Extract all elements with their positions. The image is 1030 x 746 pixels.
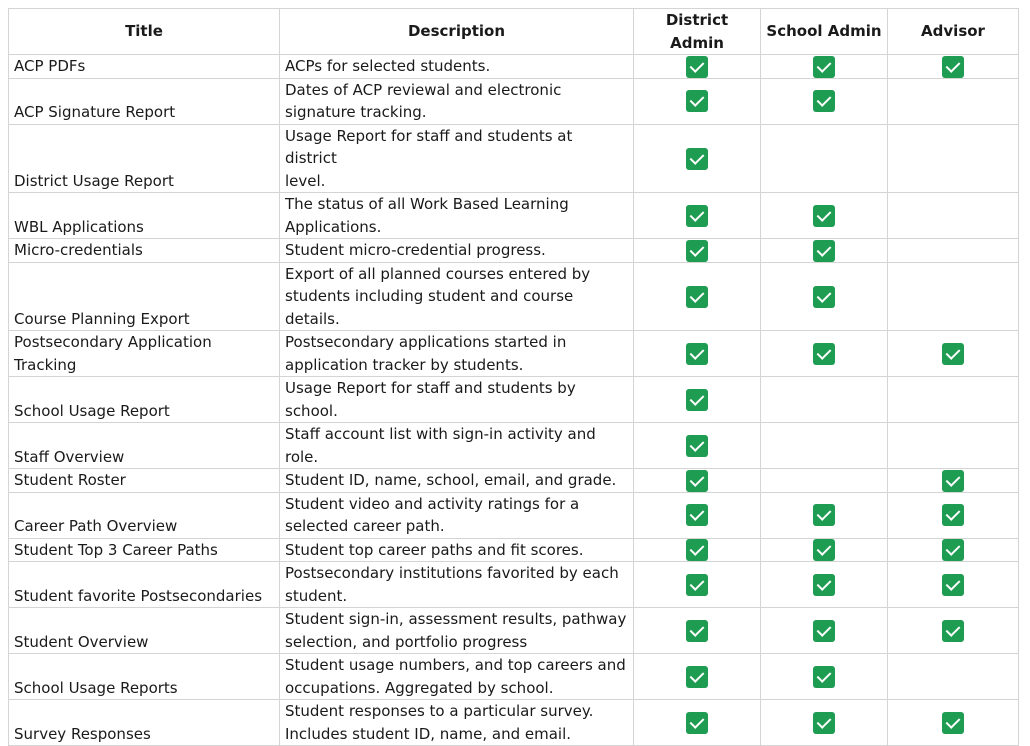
table-row <box>9 562 1019 608</box>
checkbox-checked-icon <box>686 148 708 170</box>
description-line-1: Student responses to a particular survey. <box>285 702 594 720</box>
description-line-2: occupations. Aggregated by school. <box>285 678 554 697</box>
checkbox-checked-icon <box>686 286 708 308</box>
checkbox-checked-icon <box>942 470 964 492</box>
description-line-1: Student top career paths and fit scores. <box>285 540 584 559</box>
description-line-1: Postsecondary applications started in <box>285 333 567 351</box>
advisor-cell <box>888 377 1019 423</box>
report-title: Survey Responses <box>9 700 280 746</box>
checkbox-checked-icon <box>813 240 835 262</box>
school-admin-cell <box>761 608 888 654</box>
school-admin-cell <box>761 654 888 700</box>
table-row <box>9 469 1019 493</box>
checkbox-checked-icon <box>942 712 964 734</box>
header-advisor: Advisor <box>888 9 1019 55</box>
description-line-1: Student usage numbers, and top careers and <box>285 656 626 674</box>
advisor-cell <box>888 262 1019 331</box>
advisor-cell <box>888 700 1019 746</box>
report-title: Career Path Overview <box>9 492 280 538</box>
report-description <box>280 193 634 239</box>
table-row <box>9 262 1019 331</box>
checkbox-checked-icon <box>942 620 964 642</box>
checkbox-checked-icon <box>813 504 835 526</box>
description-line-1: Student micro-credential progress. <box>285 241 546 259</box>
report-title: District Usage Report <box>9 124 280 193</box>
table-row <box>9 423 1019 469</box>
district-admin-cell <box>634 193 761 239</box>
advisor-cell <box>888 55 1019 79</box>
report-description <box>280 469 634 493</box>
district-admin-cell <box>634 78 761 124</box>
district-admin-cell <box>634 262 761 331</box>
report-title: ACP Signature Report <box>9 78 280 124</box>
report-description <box>280 239 634 263</box>
school-admin-cell <box>761 239 888 263</box>
advisor-cell <box>888 654 1019 700</box>
checkbox-checked-icon <box>813 712 835 734</box>
description-line-1: Student ID, name, school, email, and grade. <box>285 471 617 489</box>
school-admin-cell <box>761 423 888 469</box>
checkbox-checked-icon <box>686 435 708 457</box>
checkbox-checked-icon <box>686 389 708 411</box>
report-title: School Usage Report <box>9 377 280 423</box>
school-admin-cell <box>761 124 888 193</box>
report-title: WBL Applications <box>9 193 280 239</box>
district-admin-cell <box>634 423 761 469</box>
table-row <box>9 239 1019 263</box>
district-admin-cell <box>634 377 761 423</box>
school-admin-cell <box>761 55 888 79</box>
advisor-cell <box>888 608 1019 654</box>
checkbox-checked-icon <box>686 90 708 112</box>
header-title: Title <box>9 9 280 55</box>
checkbox-checked-icon <box>686 56 708 78</box>
advisor-cell <box>888 423 1019 469</box>
table-row <box>9 700 1019 746</box>
description-line-1: ACPs for selected students. <box>285 57 491 75</box>
checkbox-checked-icon <box>813 620 835 642</box>
description-line-2: selected career path. <box>285 517 445 535</box>
report-description <box>280 377 634 423</box>
report-description <box>280 331 634 377</box>
school-admin-cell <box>761 562 888 608</box>
district-admin-cell <box>634 124 761 193</box>
table-row <box>9 608 1019 654</box>
district-admin-cell <box>634 608 761 654</box>
school-admin-cell <box>761 262 888 331</box>
description-line-1: The status of all Work Based Learning <box>285 195 569 213</box>
checkbox-checked-icon <box>686 240 708 262</box>
report-description <box>280 608 634 654</box>
school-admin-cell <box>761 78 888 124</box>
description-line-1: Usage Report for staff and students at district <box>285 126 573 167</box>
checkbox-checked-icon <box>813 539 835 561</box>
description-line-1: Usage Report for staff and students by school. <box>285 379 576 420</box>
table-row <box>9 124 1019 193</box>
description-line-2: signature tracking. <box>285 103 427 121</box>
report-title: Micro-credentials <box>9 239 280 263</box>
report-description <box>280 538 634 562</box>
checkbox-checked-icon <box>813 205 835 227</box>
report-permissions-table <box>8 8 1019 746</box>
checkbox-checked-icon <box>813 666 835 688</box>
advisor-cell <box>888 124 1019 193</box>
report-description <box>280 55 634 79</box>
advisor-cell <box>888 538 1019 562</box>
report-title: ACP PDFs <box>9 55 280 79</box>
checkbox-checked-icon <box>686 574 708 596</box>
report-title: Postsecondary Application Tracking <box>9 331 280 377</box>
table-row <box>9 377 1019 423</box>
checkbox-checked-icon <box>942 574 964 596</box>
checkbox-checked-icon <box>813 574 835 596</box>
report-title: School Usage Reports <box>9 654 280 700</box>
description-line-1: Student video and activity ratings for a <box>285 494 580 513</box>
report-description <box>280 423 634 469</box>
advisor-cell <box>888 239 1019 263</box>
table-row <box>9 193 1019 239</box>
report-title: Student Roster <box>9 469 280 493</box>
table-row <box>9 331 1019 377</box>
district-admin-cell <box>634 562 761 608</box>
checkbox-checked-icon <box>686 666 708 688</box>
header-district-admin: District Admin <box>634 9 761 55</box>
checkbox-checked-icon <box>813 286 835 308</box>
report-title: Staff Overview <box>9 423 280 469</box>
table-row <box>9 55 1019 79</box>
school-admin-cell <box>761 700 888 746</box>
description-line-1: Export of all planned courses entered by <box>285 264 591 283</box>
report-description <box>280 124 634 193</box>
checkbox-checked-icon <box>942 56 964 78</box>
district-admin-cell <box>634 331 761 377</box>
description-line-2: student. <box>285 586 348 605</box>
advisor-cell <box>888 331 1019 377</box>
advisor-cell <box>888 562 1019 608</box>
checkbox-checked-icon <box>813 56 835 78</box>
table-row <box>9 654 1019 700</box>
description-line-1: Dates of ACP reviewal and electronic <box>285 80 562 99</box>
header-school-admin: School Admin <box>761 9 888 55</box>
description-line-2: selection, and portfolio progress <box>285 632 528 651</box>
report-description <box>280 654 634 700</box>
report-description <box>280 262 634 331</box>
report-description <box>280 78 634 124</box>
school-admin-cell <box>761 331 888 377</box>
district-admin-cell <box>634 654 761 700</box>
advisor-cell <box>888 469 1019 493</box>
report-description <box>280 492 634 538</box>
district-admin-cell <box>634 700 761 746</box>
advisor-cell <box>888 492 1019 538</box>
checkbox-checked-icon <box>942 539 964 561</box>
checkbox-checked-icon <box>942 343 964 365</box>
description-line-2: students including student and course details. <box>285 287 574 328</box>
checkbox-checked-icon <box>686 620 708 642</box>
description-line-1: Staff account list with sign-in activity and role. <box>285 425 596 466</box>
district-admin-cell <box>634 239 761 263</box>
report-description <box>280 700 634 746</box>
header-row <box>9 9 1019 55</box>
description-line-1: Student sign-in, assessment results, pathway <box>285 610 627 628</box>
advisor-cell <box>888 78 1019 124</box>
checkbox-checked-icon <box>813 343 835 365</box>
advisor-cell <box>888 193 1019 239</box>
description-line-2: level. <box>285 171 326 190</box>
report-title: Student favorite Postsecondaries <box>9 562 280 608</box>
checkbox-checked-icon <box>813 90 835 112</box>
checkbox-checked-icon <box>686 205 708 227</box>
district-admin-cell <box>634 469 761 493</box>
checkbox-checked-icon <box>686 712 708 734</box>
description-line-2: application tracker by students. <box>285 355 524 374</box>
description-line-2: Applications. <box>285 217 382 236</box>
checkbox-checked-icon <box>686 504 708 526</box>
table-row <box>9 78 1019 124</box>
header-description: Description <box>280 9 634 55</box>
description-line-2: Includes student ID, name, and email. <box>285 724 572 743</box>
report-title: Student Overview <box>9 608 280 654</box>
school-admin-cell <box>761 193 888 239</box>
table-row <box>9 538 1019 562</box>
description-line-1: Postsecondary institutions favorited by each <box>285 564 619 582</box>
checkbox-checked-icon <box>686 343 708 365</box>
checkbox-checked-icon <box>942 504 964 526</box>
school-admin-cell <box>761 469 888 493</box>
report-title: Student Top 3 Career Paths <box>9 538 280 562</box>
district-admin-cell <box>634 492 761 538</box>
district-admin-cell <box>634 55 761 79</box>
school-admin-cell <box>761 538 888 562</box>
school-admin-cell <box>761 492 888 538</box>
report-description <box>280 562 634 608</box>
school-admin-cell <box>761 377 888 423</box>
report-title: Course Planning Export <box>9 262 280 331</box>
district-admin-cell <box>634 538 761 562</box>
checkbox-checked-icon <box>686 539 708 561</box>
checkbox-checked-icon <box>686 470 708 492</box>
table-row <box>9 492 1019 538</box>
